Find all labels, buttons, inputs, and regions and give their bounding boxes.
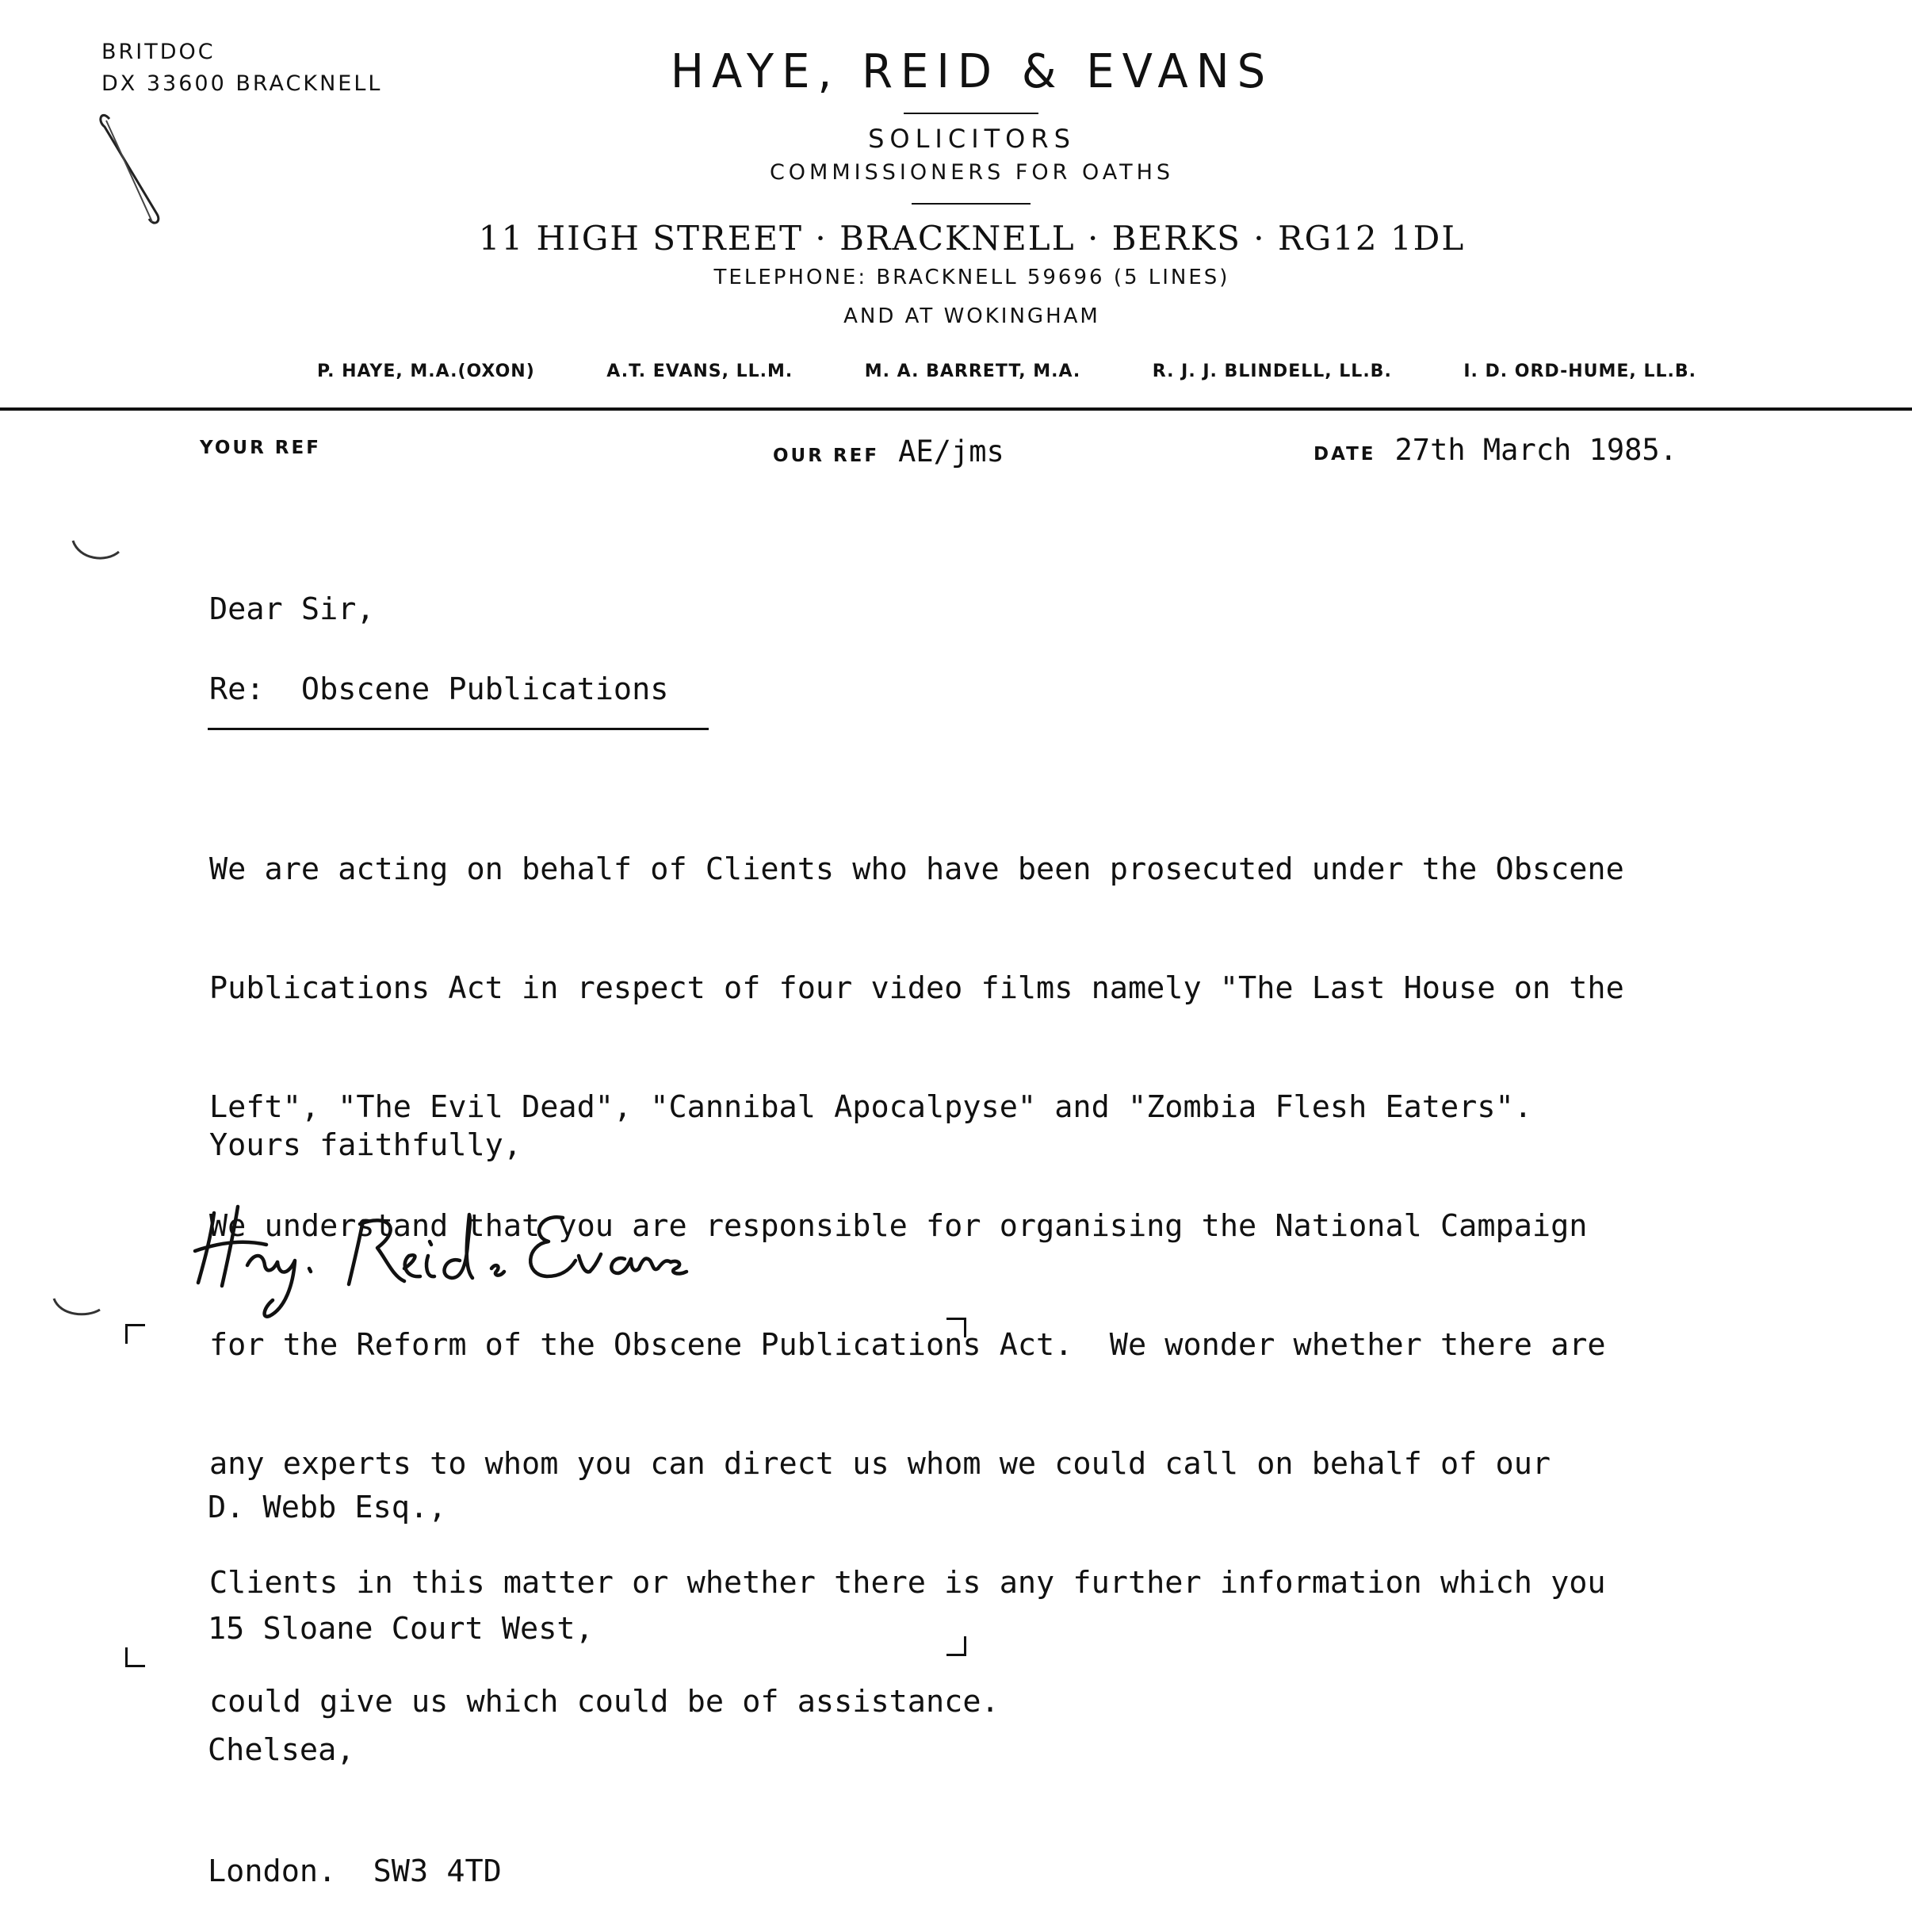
firm-branch: AND AT WOKINGHAM [843, 304, 1100, 328]
partner-name: A.T. EVANS, LL.M. [606, 362, 793, 381]
date-ref [1314, 433, 1677, 467]
body-line: any experts to whom you can direct us whom we could call on behalf of our [209, 1446, 1551, 1482]
body-line: We understand that you are responsible for organising the National Campaign [209, 1208, 1588, 1244]
partner-name: I. D. ORD-HUME, LL.B. [1463, 362, 1696, 381]
body-line: Publications Act in respect of four video films namely "The Last House on the [209, 970, 1624, 1006]
our-ref [773, 434, 1004, 469]
body-line: could give us which could be of assistance. [209, 1684, 1000, 1720]
window-corner-mark [946, 1636, 966, 1656]
letterhead-rule [0, 407, 1912, 411]
firm-telephone: TELEPHONE: BRACKNELL 59696 (5 LINES) [713, 266, 1230, 289]
dx-line-1: BRITDOC [101, 40, 216, 64]
body-line: Clients in this matter or whether there is any further information which you [209, 1565, 1606, 1601]
dx-line-2: DX 33600 BRACKNELL [101, 71, 383, 96]
firm-commissioners: COMMISSIONERS FOR OATHS [769, 160, 1175, 185]
your-ref-label: YOUR REF [200, 438, 321, 458]
partners-list [317, 362, 1696, 381]
handwritten-signature [190, 1189, 698, 1324]
recipient-address [208, 1406, 594, 1932]
subject-underline [208, 728, 709, 730]
punch-mark-icon [68, 536, 124, 568]
firm-profession: SOLICITORS [868, 124, 1076, 154]
window-corner-mark [946, 1318, 966, 1337]
recipient-line: London. SW3 4TD [208, 1854, 502, 1889]
header-divider-2 [912, 203, 1031, 205]
recipient-line: Chelsea, [208, 1732, 355, 1768]
recipient-line: D. Webb Esq., [208, 1490, 447, 1525]
window-corner-mark [125, 1324, 145, 1344]
body-line: Left", "The Evil Dead", "Cannibal Apocalpyse" and "Zombia Flesh Eaters". [209, 1089, 1532, 1125]
header-divider [904, 113, 1038, 114]
partner-name: M. A. BARRETT, M.A. [864, 362, 1081, 381]
our-ref-label: OUR REF [773, 446, 880, 466]
firm-address: 11 HIGH STREET · BRACKNELL · BERKS · RG12 1DL [478, 219, 1466, 258]
firm-name: HAYE, REID & EVANS [670, 44, 1274, 99]
your-ref [200, 438, 321, 458]
date-label: DATE [1314, 444, 1376, 465]
salutation: Dear Sir, [209, 591, 375, 627]
date-value: 27th March 1985. [1394, 433, 1677, 467]
partner-name: P. HAYE, M.A.(OXON) [317, 362, 535, 381]
punch-mark-icon [49, 1292, 105, 1324]
our-ref-value: AE/jms [898, 434, 1004, 469]
body-line: for the Reform of the Obscene Publications Act. We wonder whether there are [209, 1327, 1606, 1363]
window-corner-mark [125, 1647, 145, 1667]
subject-line: Re: Obscene Publications [209, 671, 669, 707]
closing: Yours faithfully, [209, 1127, 522, 1163]
partner-name: R. J. J. BLINDELL, LL.B. [1152, 362, 1392, 381]
body-line: We are acting on behalf of Clients who have been prosecuted under the Obscene [209, 851, 1624, 887]
recipient-line: 15 Sloane Court West, [208, 1611, 594, 1647]
